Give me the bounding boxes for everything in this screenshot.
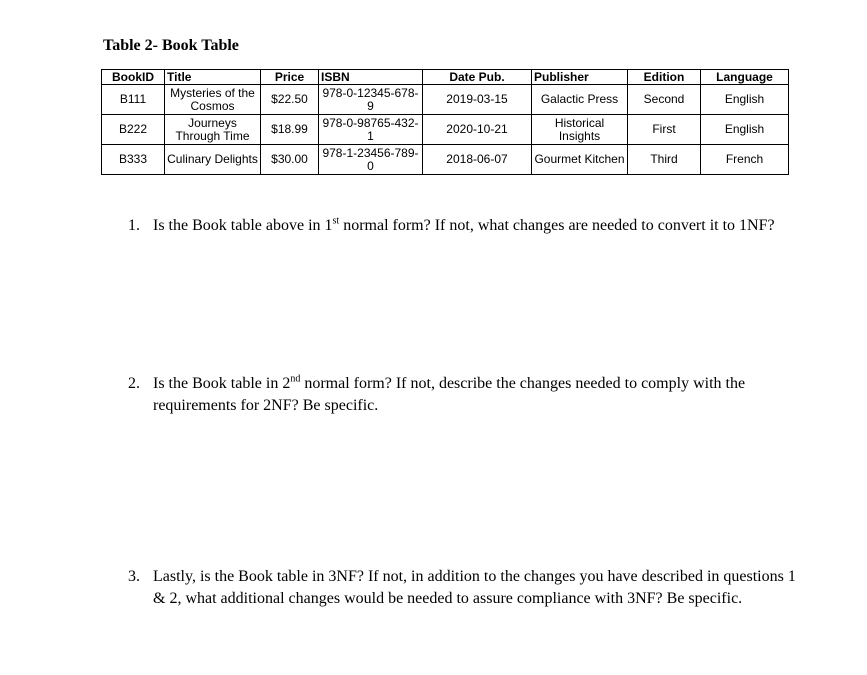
table-row: [102, 145, 789, 175]
book-table: [101, 69, 789, 175]
table-header-row: [102, 70, 789, 85]
cell-price: $30.00: [261, 145, 319, 175]
table-row: [102, 115, 789, 145]
cell-edition: Third: [628, 145, 701, 175]
cell-edition: First: [628, 115, 701, 145]
header-publisher: Publisher: [532, 70, 628, 85]
table-row: [102, 85, 789, 115]
cell-date-pub: 2018-06-07: [423, 145, 532, 175]
cell-bookid: B111: [102, 85, 165, 115]
header-price: Price: [261, 70, 319, 85]
header-bookid: BookID: [102, 70, 165, 85]
header-title: Title: [165, 70, 261, 85]
cell-isbn: 978-0-98765-432-1: [319, 115, 423, 145]
cell-publisher: Galactic Press: [532, 85, 628, 115]
question-text: Is the Book table above in 1st normal form? If not, what changes are needed to convert it to 1NF?: [153, 215, 775, 234]
cell-bookid: B222: [102, 115, 165, 145]
cell-price: $18.99: [261, 115, 319, 145]
header-date-pub: Date Pub.: [423, 70, 532, 85]
cell-isbn: 978-1-23456-789-0: [319, 145, 423, 175]
table-caption: Table 2- Book Table: [103, 37, 239, 54]
question-text: Lastly, is the Book table in 3NF? If not, in addition to the changes you have described in questions 1 & 2, what additional changes would be needed to assure compliance with 3NF? Be specific.: [153, 568, 796, 607]
cell-date-pub: 2020-10-21: [423, 115, 532, 145]
header-isbn: ISBN: [319, 70, 423, 85]
header-language: Language: [701, 70, 789, 85]
question-2: [128, 373, 798, 417]
question-text: Is the Book table in 2nd normal form? If not, describe the changes needed to comply with the requirements for 2NF? Be specific.: [153, 373, 746, 414]
cell-title: Mysteries of the Cosmos: [165, 85, 261, 115]
cell-title: Journeys Through Time: [165, 115, 261, 145]
cell-publisher: Historical Insights: [532, 115, 628, 145]
cell-language: English: [701, 115, 789, 145]
cell-isbn: 978-0-12345-678-9: [319, 85, 423, 115]
cell-title: Culinary Delights: [165, 145, 261, 175]
header-edition: Edition: [628, 70, 701, 85]
cell-publisher: Gourmet Kitchen: [532, 145, 628, 175]
question-number: 3.: [128, 568, 140, 585]
cell-bookid: B333: [102, 145, 165, 175]
question-number: 1.: [128, 217, 140, 234]
cell-language: English: [701, 85, 789, 115]
cell-price: $22.50: [261, 85, 319, 115]
cell-date-pub: 2019-03-15: [423, 85, 532, 115]
cell-language: French: [701, 145, 789, 175]
question-3: [128, 566, 798, 610]
question-1: [128, 215, 798, 237]
question-number: 2.: [128, 375, 140, 392]
cell-edition: Second: [628, 85, 701, 115]
